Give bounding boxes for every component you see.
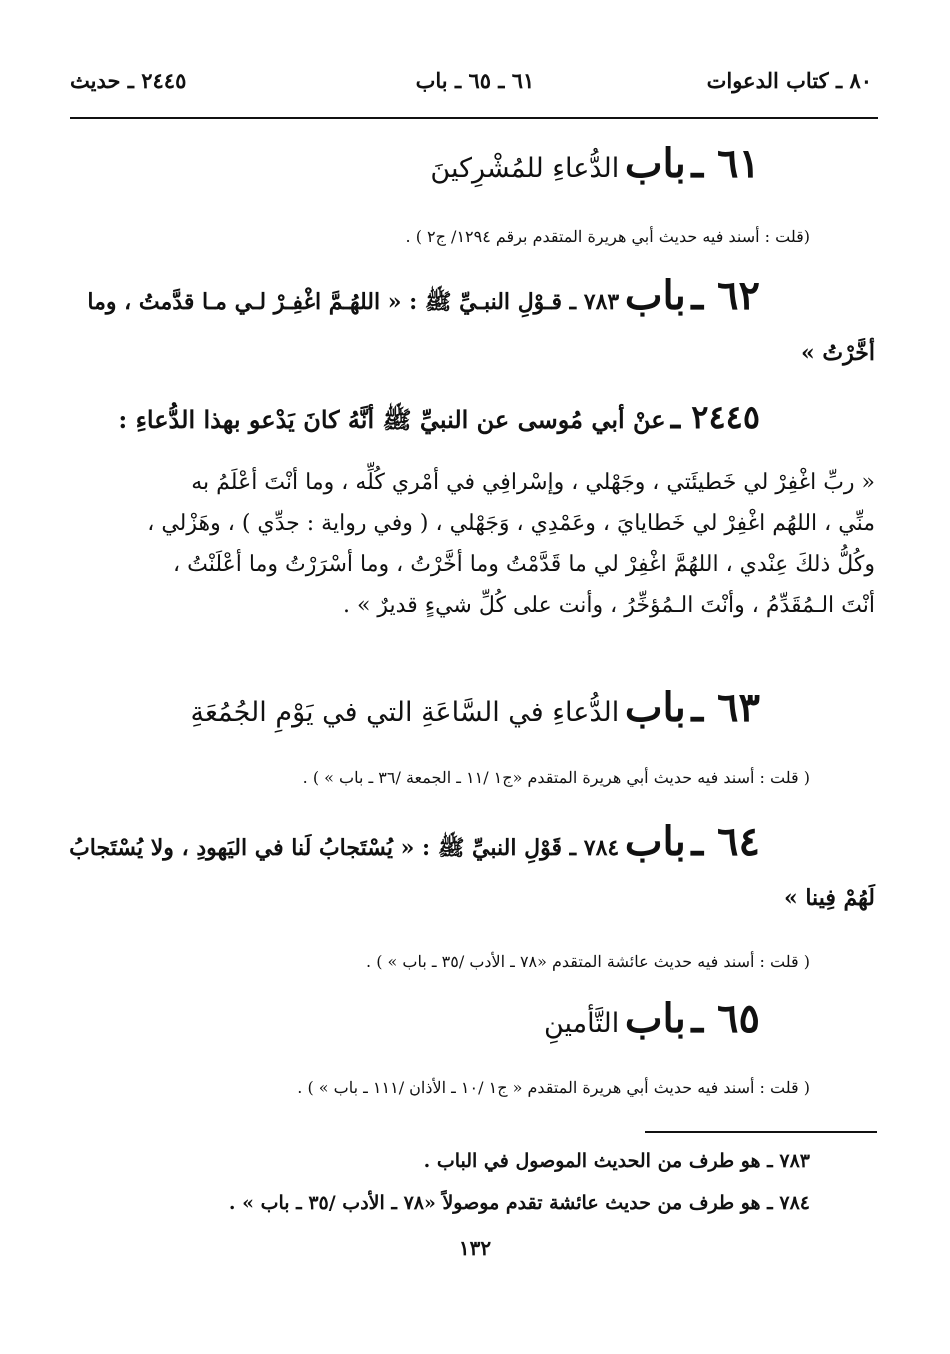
hadith-intro-line: [118, 398, 760, 440]
chapter-note-64: ( قلت : أسند فيه حديث عائشة المتقدم «٧٨ ـ الأدب /٣٥ ـ باب » ) .: [366, 952, 810, 971]
hadith-text: [75, 462, 875, 626]
footnote-rule: [645, 1131, 877, 1133]
chapter-title: التَّأمينِ: [543, 1008, 620, 1039]
footnote-783: ٧٨٣ ـ هو طرف من الحديث الموصول في الباب .: [423, 1150, 810, 1172]
chapter-number: ٦١ ـ: [691, 140, 760, 187]
hadith-line: وكُلُّ ذلكَ عِنْدي ، اللهُمَّ اغْفِرْ لي ما قَدَّمْتُ وما أخَّرْتُ ، وما أسْرَرْتُ وما أعْلَنْتُ ،: [173, 552, 875, 577]
chapter-note-65: ( قلت : أسند فيه حديث أبي هريرة المتقدم « ج١ /١٠ ـ الأذان /١١١ ـ باب » ) .: [297, 1078, 810, 1097]
chapter-title-cont-64: لَهُمْ فِينا »: [783, 885, 875, 911]
header-book-title: ٨٠ ـ كتاب الدعوات: [706, 68, 872, 93]
chapter-number: ٦٥ ـ: [691, 995, 760, 1042]
page-number: ١٣٢: [458, 1236, 492, 1260]
chapter-heading-61: [430, 140, 760, 187]
chapter-word: باب: [624, 684, 686, 731]
hadith-line: منِّي ، اللهُم اغْفِرْ لي خَطايايَ ، وعَمْدِي ، وَجَهْلي ، ( وفي رواية : جدِّي ) ، وهَزْلي ،: [147, 511, 875, 536]
chapter-title: الدُّعاءِ في السَّاعَةِ التي في يَوْمِ الجُمُعَةِ: [190, 697, 620, 728]
chapter-title: الدُّعاءِ للمُشْرِكينَ: [430, 153, 620, 184]
chapter-heading-65: [544, 995, 760, 1042]
chapter-note-63: ( قلت : أسند فيه حديث أبي هريرة المتقدم «ج١ /١١ ـ الجمعة /٣٦ ـ باب » ) .: [302, 768, 810, 787]
chapter-heading-63: [191, 684, 760, 731]
header-rule: [70, 117, 878, 119]
chapter-heading-62: [87, 272, 760, 320]
chapter-title: ٧٨٣ ـ قـوْلِ النبـيِّ ﷺ : « اللهُـمَّ اغْفِـرْ لـي مـا قدَّمتُ ، وما: [87, 289, 620, 315]
hadith-line: « ربِّ اغْفِرْ لي خَطيئَتي ، وجَهْلي ، وإسْرافِي في أمْري كُلِّه ، وما أنْتَ أعْلَمُ به: [191, 470, 875, 495]
chapter-word: باب: [624, 140, 686, 187]
chapter-number: ٦٢ ـ: [691, 272, 760, 319]
chapter-word: باب: [624, 995, 686, 1042]
hadith-intro: عنْ أبي مُوسى عن النبيِّ ﷺ أنَّهُ كانَ يَدْعو بهذا الدُّعاءِ :: [118, 405, 666, 434]
chapter-number: ٦٤ ـ: [691, 818, 760, 865]
chapter-note-61: (قلت : أسند فيه حديث أبي هريرة المتقدم برقم ١٢٩٤/ ج٢ ) .: [405, 227, 810, 246]
hadith-number: ٢٤٤٥ ـ: [670, 398, 760, 436]
footnote-784: ٧٨٤ ـ هو طرف من حديث عائشة تقدم موصولاً «٧٨ ـ الأدب /٣٥ ـ باب » .: [228, 1192, 810, 1214]
header-hadith-number: ٢٤٤٥ ـ حديث: [70, 68, 187, 93]
chapter-title: ٧٨٤ ـ قَوْلِ النبيِّ ﷺ : « يُسْتَجابُ لَنا في اليَهودِ ، ولا يُسْتَجابُ: [69, 835, 620, 861]
hadith-line: أنْتَ الـمُقَدِّمُ ، وأنْتَ الـمُؤخِّرُ ، وأنت على كُلِّ شيءٍ قديرٌ » .: [342, 593, 875, 618]
chapter-number: ٦٣ ـ: [691, 684, 760, 731]
header-chapter-range: ٦١ ـ ٦٥ ـ باب: [415, 68, 535, 93]
chapter-heading-64: [69, 818, 760, 866]
chapter-word: باب: [624, 818, 686, 865]
chapter-word: باب: [624, 272, 686, 319]
chapter-title-cont-62: أخَّرْتُ »: [801, 340, 875, 366]
